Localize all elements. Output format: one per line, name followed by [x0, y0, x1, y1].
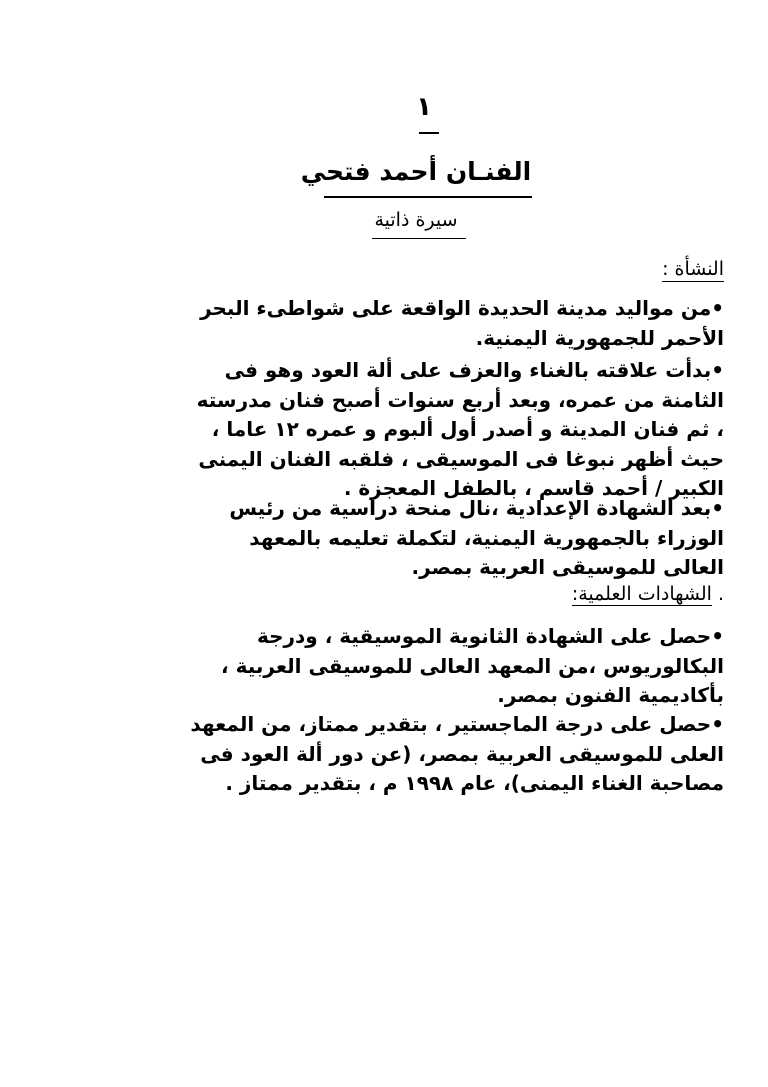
text-line: مصاحبة الغناء اليمنى)، عام ١٩٩٨ م ، بتقدير ممتاز . — [225, 771, 724, 795]
page-number: ١ — [416, 92, 432, 122]
text-line: •بعد الشهادة الإعدادية ،نال منحة دراسية من رئيس — [229, 496, 724, 520]
paragraph-master — [190, 710, 724, 799]
text-line: الوزراء بالجمهورية اليمنية، لتكملة تعليمه بالمعهد — [249, 525, 724, 550]
page-number-underline — [419, 132, 439, 134]
text-line: العالى للموسيقى العربية بمصر. — [411, 555, 724, 579]
section-heading-upbringing — [662, 256, 724, 282]
text-line: •بدأت علاقته بالغناء والعزف على ألة العود وهو فى — [224, 358, 724, 382]
paragraph-bachelor — [221, 622, 724, 711]
paragraph-early-music — [197, 356, 724, 504]
section-heading-text: النشأة : — [662, 258, 724, 280]
paragraph-scholarship — [229, 494, 724, 583]
paragraph-birthplace — [200, 294, 724, 353]
text-line: الأحمر للجمهورية اليمنية. — [475, 325, 724, 350]
text-line: حيث أظهر نبوغا فى الموسيقى ، فلقبه الفنان اليمنى — [198, 446, 724, 471]
text-line: •من مواليد مدينة الحديدة الواقعة على شواطىء البحر — [200, 296, 724, 320]
section-bullet: . — [717, 583, 724, 605]
page-subtitle: سيرة ذاتية — [374, 209, 458, 231]
text-line: الثامنة من عمره، وبعد أربع سنوات أصبح فنان مدرسته — [196, 387, 724, 412]
section-heading-text: الشهادات العلمية: — [571, 583, 712, 605]
text-line: البكالوريوس ،من المعهد العالى للموسيقى العربية ، — [221, 653, 724, 678]
text-line: بأكاديمية الفنون بمصر. — [497, 683, 724, 707]
subtitle-underline — [372, 238, 466, 239]
text-line: •حصل على درجة الماجستير ، بتقدير ممتاز، من المعهد — [190, 712, 724, 736]
text-line: •حصل على الشهادة الثانوية الموسيقية ، ودرجة — [256, 624, 724, 648]
text-line: الكبير / أحمد قاسم ، بالطفل المعجزة . — [343, 476, 724, 500]
section-heading-certificates — [572, 581, 724, 607]
text-line: ، ثم فنان المدينة و أصدر أول ألبوم و عمره ١٢ عاما ، — [211, 417, 724, 441]
title-underline — [324, 196, 532, 198]
text-line: العلى للموسيقى العربية بمصر، (عن دور ألة العود فى — [200, 741, 724, 766]
page-title: الفنـان أحمد فتحي — [300, 157, 532, 186]
